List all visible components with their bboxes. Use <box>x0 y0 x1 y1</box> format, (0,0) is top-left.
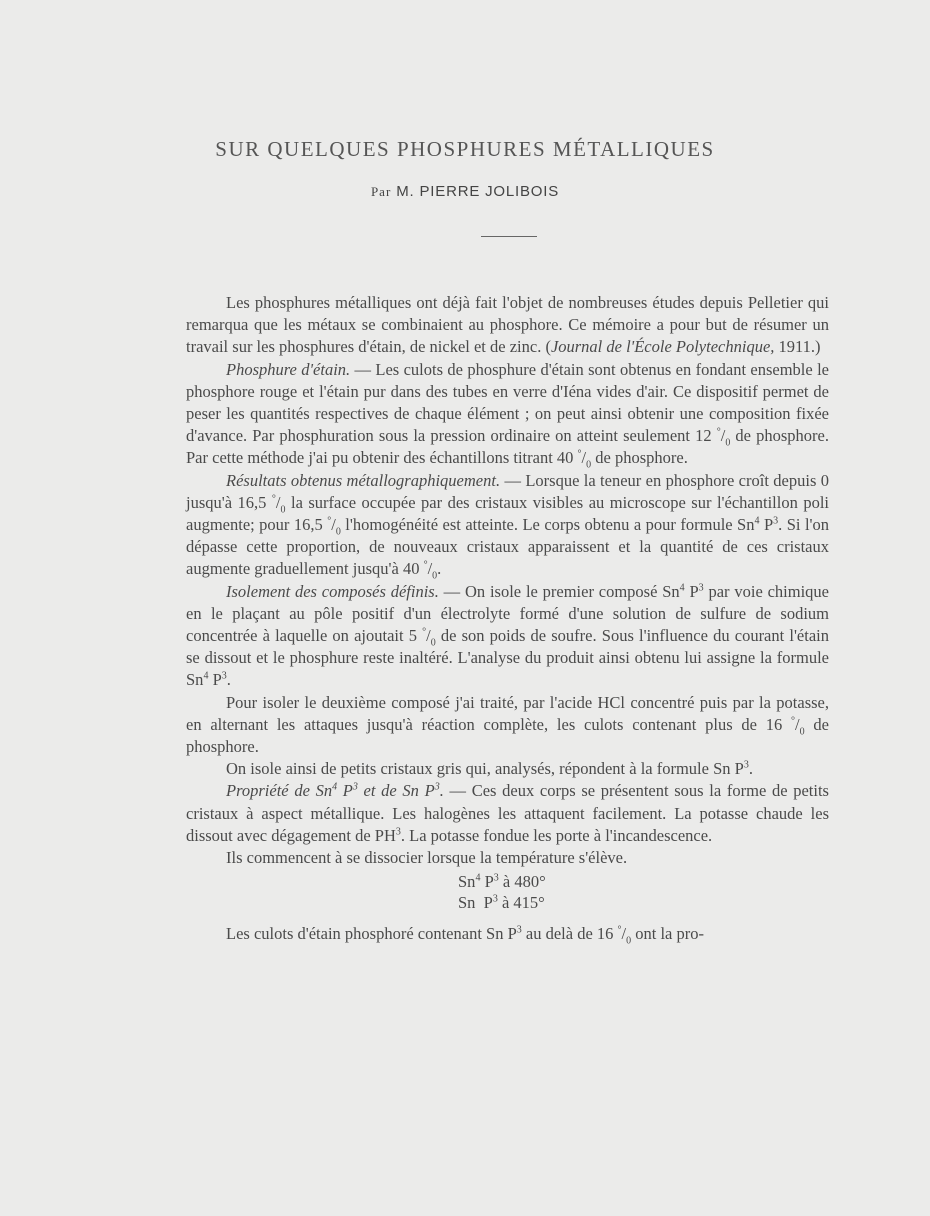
text-run: . <box>748 759 753 779</box>
text-run: P <box>759 515 774 535</box>
author-byline <box>0 183 930 200</box>
superscript: ° <box>327 515 332 527</box>
subscript: 0 <box>430 637 436 649</box>
text-run: . <box>437 559 442 579</box>
text-run: — Les culots de phosphure d'étain sont obtenus en fondant ensemble le phosphore rouge et l'étain pur dans des tubes en verre d'Iéna vides d'air. Ce dispositif permet de peser les quantités respectives de chaque élément ; on peut ainsi obtenir une composition fixée d'avance. Par phosphuration sous la pression ordinaire on atteint seulement 12 <box>186 359 829 446</box>
italic-text: 3 <box>434 781 440 793</box>
superscript: 3 <box>743 759 749 771</box>
text-run: 1911.) <box>774 337 821 357</box>
paragraph <box>186 292 829 359</box>
formula-line <box>458 892 829 913</box>
superscript: 3 <box>698 582 704 594</box>
superscript: 3 <box>773 515 779 527</box>
italic-text: 4 <box>332 781 338 793</box>
subscript: 0 <box>432 570 438 582</box>
superscript: 3 <box>492 893 498 905</box>
text-run: / <box>426 626 431 646</box>
paragraph <box>186 692 829 759</box>
superscript: ° <box>422 626 427 638</box>
italic-text: Résultats obtenus métallographiquement. <box>226 470 501 490</box>
superscript: 3 <box>395 826 401 838</box>
subscript: 0 <box>725 437 731 449</box>
text-run: / <box>581 448 587 468</box>
text-run: On isole ainsi de petits cristaux gris qui, analysés, répondent à la formule Sn P <box>226 759 744 779</box>
text-run: à 480° <box>498 872 546 892</box>
superscript: 3 <box>221 670 227 682</box>
final-paragraph-container <box>186 923 829 945</box>
article-title: SUR QUELQUES PHOSPHURES MÉTALLIQUES <box>215 137 715 161</box>
superscript: ° <box>423 559 428 571</box>
formula-line <box>458 871 829 892</box>
superscript: 4 <box>754 515 760 527</box>
paragraph <box>186 780 829 847</box>
paragraphs-container <box>186 292 829 869</box>
text-run: . Si l'on dépasse cette proportion, de nouveaux cristaux apparaissent et la quantité de ces cristaux augmente graduellement jusqu'à 40 <box>186 515 830 579</box>
paragraph <box>186 581 829 692</box>
article-body <box>186 292 829 945</box>
subscript: 0 <box>586 459 592 471</box>
italic-text: 3 <box>352 781 358 793</box>
superscript: 3 <box>516 924 522 936</box>
paragraph <box>186 470 829 581</box>
text-run: au delà de 16 <box>521 924 618 944</box>
superscript: ° <box>577 448 582 460</box>
text-run: . <box>226 670 231 690</box>
text-run: Pour isoler le deuxième composé j'ai traité, par l'acide HCl concentré puis par la potasse, en alternant les attaques jusqu'à réaction complète, les culots contenant plus de 16 <box>186 692 829 734</box>
superscript: ° <box>716 426 721 438</box>
subscript: 0 <box>626 935 632 947</box>
text-run: / <box>331 515 336 535</box>
text-run: — On isole le premier composé Sn <box>438 581 680 601</box>
author-name: M. PIERRE JOLIBOIS <box>396 183 560 200</box>
text-run: à 415° <box>497 893 545 913</box>
superscript: ° <box>791 715 796 727</box>
text-run: . La potasse fondue les porte à l'incandescence. <box>400 825 713 845</box>
italic-text: Journal de l'École Polytechnique, <box>550 337 775 357</box>
text-run: — Lorsque la teneur en phosphore croît depuis 0 jusqu'à 16,5 <box>186 470 829 512</box>
superscript: 4 <box>475 872 481 884</box>
italic-text: P <box>337 781 353 801</box>
text-run: de son poids de soufre. Sous l'influence du courant l'étain se dissout et le phosphure reste inaltéré. L'analyse du produit ainsi obtenu lui assigne la formule Sn <box>186 626 829 690</box>
paragraph <box>186 847 829 869</box>
text-run: Sn P <box>458 893 493 913</box>
text-run: / <box>621 924 627 944</box>
paragraph <box>186 758 829 780</box>
superscript: 3 <box>493 872 499 884</box>
text-run: / <box>427 559 433 579</box>
subscript: 0 <box>799 726 805 738</box>
text-run: de phosphore. <box>186 714 829 757</box>
text-run: P <box>684 581 699 601</box>
text-run: la surface occupée par des cristaux visibles au microscope sur l'échantillon poli augmente; pour 16,5 <box>186 492 829 535</box>
text-run: l'homogénéité est atteinte. Le corps obtenu a pour formule Sn <box>340 515 755 535</box>
title-divider <box>481 236 537 237</box>
paragraph <box>186 359 829 470</box>
superscript: ° <box>271 493 276 505</box>
subscript: 0 <box>280 504 286 516</box>
byline-prefix: Par <box>370 184 392 199</box>
subscript: 0 <box>335 526 341 538</box>
superscript: 4 <box>203 670 209 682</box>
text-run: P <box>480 872 494 892</box>
text-run: Sn <box>458 872 476 892</box>
italic-text: . <box>439 781 444 801</box>
text-run: par voie chimique en le plaçant au pôle positif d'un électrolyte formé d'une solution de sulfure de sodium concentrée à laquelle on ajoutait 5 <box>186 581 829 646</box>
italic-text: Isolement des composés définis. <box>226 581 439 601</box>
text-run: de phosphore. Par cette méthode j'ai pu obtenir des échantillons titrant 40 <box>186 426 829 468</box>
text-run: de phosphore. <box>591 448 688 468</box>
italic-text: Phosphure d'étain. <box>226 359 351 379</box>
paragraph <box>186 923 829 945</box>
text-run: ont la pro- <box>631 924 704 944</box>
text-run: Les culots d'étain phosphoré contenant Sn P <box>226 924 517 944</box>
italic-text: Propriété de Sn <box>226 781 333 801</box>
superscript: 4 <box>679 582 685 594</box>
text-run: Ils commencent à se dissocier lorsque la température s'élève. <box>226 848 628 868</box>
text-run: Les phosphures métalliques ont déjà fait l'objet de nombreuses études depuis Pelletier qui remarqua que les métaux se combinaient au phosphore. Ce mémoire a pour but de résumer un travail sur les phosphures d'étain, de nickel et de zinc. ( <box>186 293 829 357</box>
superscript: ° <box>617 924 622 936</box>
text-run: P <box>208 670 222 690</box>
italic-text: et de Sn P <box>357 781 435 801</box>
text-run: / <box>275 492 281 512</box>
text-run: / <box>795 714 800 734</box>
text-run: — Ces deux corps se présentent sous la forme de petits cristaux à aspect métallique. Les halogènes les attaquent facilement. La potasse chaude les dissout avec dégagement de PH <box>186 781 829 845</box>
formula-block <box>186 871 829 913</box>
text-run: / <box>720 426 726 446</box>
